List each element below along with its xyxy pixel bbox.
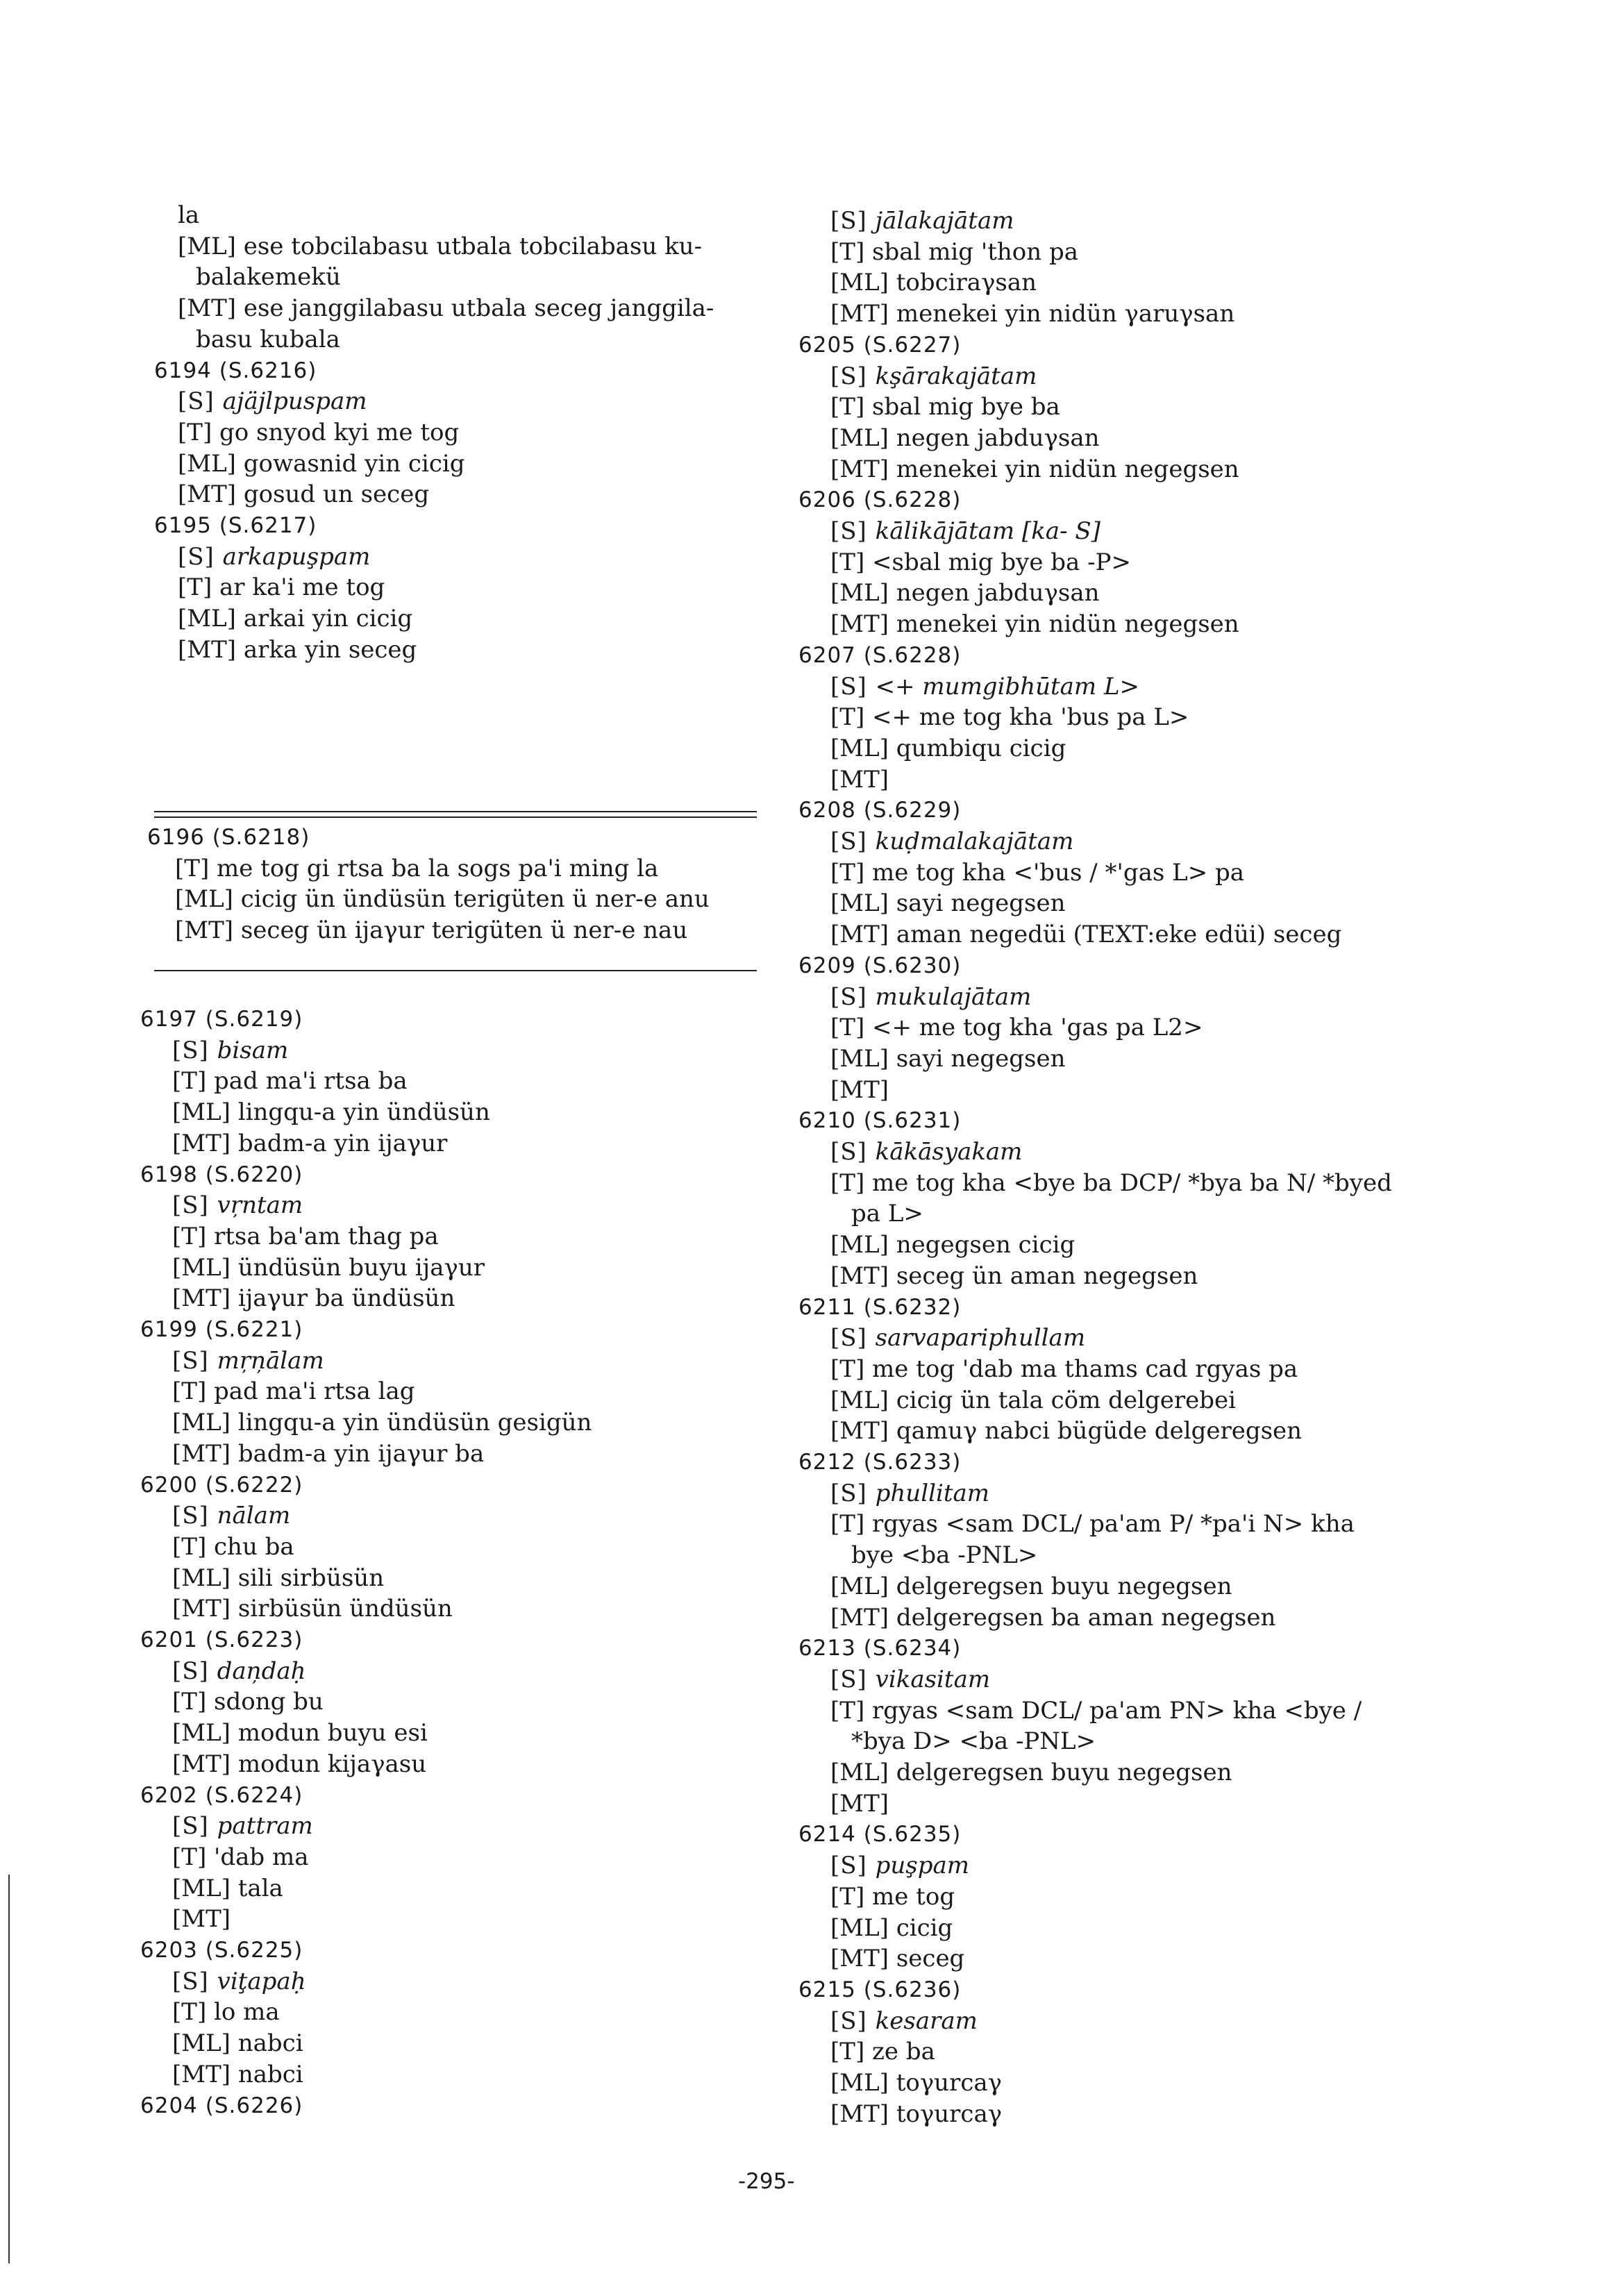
entry-line: [T] me tog gi rtsa ba la sogs pa'i ming la [175,854,659,882]
entry-line: [T] go snyod kyi me tog [178,418,460,446]
entry-line [830,673,1139,701]
entry-tag: [S] [172,1191,217,1220]
sanskrit-term: vikasitam [875,1665,991,1693]
entry-line: [MT] sirbüsün ündüsün [172,1595,453,1623]
entry-number: 6205 (S.6227) [798,332,962,358]
entry-line [172,1191,303,1219]
entry-number: 6215 (S.6236) [798,1977,962,2002]
entry-line: [T] ze ba [830,2038,935,2066]
sanskrit-term: <+ mumgibhūtam L> [875,672,1140,701]
entry-line: [ML] modun buyu esi [172,1719,428,1748]
sanskrit-term: puşpam [875,1852,970,1880]
entry-tag: [S] [830,207,876,235]
entry-number: 6209 (S.6230) [798,953,962,978]
entry-line: basu kubala [196,325,340,353]
entry-number: 6212 (S.6233) [798,1450,962,1475]
entry-line: [T] me tog [830,1882,955,1911]
entry-line [830,1480,989,1507]
entry-number: 6195 (S.6217) [154,513,317,538]
sanskrit-term: sarvapariphullam [875,1324,1086,1352]
entry-tag: [S] [172,1346,217,1375]
entry-line [830,1324,1085,1352]
entry-line: [ML] tobciraγsan [830,269,1037,297]
entry-line: [ML] nabci [172,2029,303,2058]
entry-number: 6200 (S.6222) [140,1472,303,1498]
entry-number: 6211 (S.6232) [798,1294,962,1320]
entry-line: [ML] lingqu-a yin ündüsün gesigün [172,1409,592,1437]
entry-line: [ML] cicig ün tala cöm delgerebei [830,1386,1236,1414]
entry-line [178,543,370,571]
entry-line [830,1666,990,1693]
entry-tag: [S] [172,1036,217,1064]
entry-line: [MT] seceg ün ijaγur terigüten ü ner-e nau [175,916,688,945]
entry-line: [T] me tog kha <'bus / *'gas L> pa [830,858,1245,887]
sanskrit-term: mukulajātam [875,982,1032,1011]
sanskrit-term: phullitam [875,1479,989,1507]
sanskrit-term: mŗņālam [217,1346,324,1375]
entry-line: [ML] cicig ün ündüsün terigüten ü ner-e anu [175,885,710,914]
box-top-rule [154,811,757,812]
entry-line [830,1138,1022,1166]
entry-line: [MT] gosud un seceg [178,480,430,509]
entry-line [830,983,1031,1011]
entry-line: *bya D> <ba -PNL> [851,1727,1096,1756]
entry-line: [MT] seceg [830,1945,965,1973]
entry-line: [T] ar ka'i me tog [178,573,385,602]
entry-tag: [S] [830,1665,876,1693]
entry-line [172,1037,288,1064]
entry-line: [T] me tog kha <bye ba DCP/ *bya ba N/ *byed [830,1168,1392,1197]
entry-line: [ML] tala [172,1874,283,1902]
page-number: -295- [738,2169,795,2194]
entry-tag: [S] [830,517,876,545]
entry-line: [T] rgyas <sam DCL/ pa'am P/ *pa'i N> kha [830,1510,1355,1539]
entry-line [830,517,1100,545]
entry-line: [T] rtsa ba'am thag pa [172,1222,439,1250]
entry-line: [ML] cicig [830,1913,953,1942]
sanskrit-term: kuḍmalakajātam [875,828,1074,855]
entry-line: [MT] arka yin seceg [178,635,417,664]
entry-tag: [S] [830,1324,876,1352]
entry-line: [MT] badm-a yin ijaγur [172,1129,448,1157]
entry-tag: [S] [172,1657,217,1685]
entry-line: [T] <+ me tog kha 'gas pa L2> [830,1014,1203,1042]
entry-line: [MT] aman negedüi (TEXT:eke edüi) seceg [830,921,1342,949]
entry-line: [MT] toγurcaγ [830,2100,1003,2128]
sanskrit-term: viţapaḥ [217,1967,306,1995]
entry-tag: [S] [172,1967,217,1995]
entry-line [172,1968,306,1995]
entry-line: [T] pad ma'i rtsa lag [172,1377,415,1406]
entry-number: 6197 (S.6219) [140,1007,303,1032]
entry-tag: [S] [172,1812,217,1841]
entry-line: [ML] delgeregsen buyu negegsen [830,1759,1232,1786]
entry-line: [T] pad ma'i rtsa ba [172,1067,408,1096]
entry-number: 6202 (S.6224) [140,1782,303,1808]
entry-line: [ML] lingqu-a yin ündüsün [172,1098,490,1127]
entry-line: bye <ba -PNL> [851,1541,1038,1570]
sanskrit-term: kesaram [875,2006,978,2035]
entry-tag: [S] [830,2006,876,2035]
entry-tag: [S] [178,542,223,571]
entry-line: [ML] negegsen cicig [830,1231,1075,1259]
entry-line: [T] <sbal mig bye ba -P> [830,548,1131,576]
page-margin-line [8,1875,10,2263]
entry-tag: [S] [830,1138,876,1166]
sanskrit-term: pattram [217,1812,313,1841]
entry-number: 6199 (S.6221) [140,1317,303,1342]
entry-line: [MT] [830,1075,889,1104]
entry-number: 6204 (S.6226) [140,2093,303,2118]
sanskrit-term: arkapuşpam [222,542,371,571]
sanskrit-term: kşārakajātam [875,362,1037,390]
entry-line: [MT] ese janggilabasu utbala seceg janggila- [178,294,714,323]
entry-number: 6207 (S.6228) [798,642,962,668]
entry-line [178,387,367,415]
entry-line [830,207,1014,235]
entry-line: [ML] sili sirbüsün [172,1564,385,1592]
entry-line: [T] <+ me tog kha 'bus pa L> [830,703,1189,732]
entry-line: [ML] arkai yin cicig [178,605,413,633]
entry-number: 6203 (S.6225) [140,1938,303,1963]
entry-line: [T] lo ma [172,1998,280,2027]
entry-number: 6206 (S.6228) [798,487,962,513]
entry-number: 6198 (S.6220) [140,1162,303,1187]
entry-tag: [S] [172,1502,217,1530]
entry-line: [MT] seceg ün aman negegsen [830,1262,1198,1290]
entry-tag: [S] [830,828,876,855]
entry-line: [ML] ese tobcilabasu utbala tobcilabasu ku- [178,232,703,260]
entry-line: [T] sdong bu [172,1688,324,1716]
sanskrit-term: daņdaḥ [217,1657,306,1685]
entry-line: [ML] toγurcaγ [830,2069,1002,2097]
entry-line [172,1347,324,1375]
entry-line: [MT] menekei yin nidün γaruγsan [830,300,1235,328]
entry-line: [ML] negen jabduγsan [830,424,1100,452]
entry-line: [MT] menekei yin nidün negegsen [830,610,1239,639]
entry-tag: [S] [178,387,223,416]
entry-line: [T] chu ba [172,1532,294,1561]
entry-line: [ML] sayi negegsen [830,1044,1066,1073]
entry-line: [MT] ijaγur ba ündüsün [172,1284,455,1313]
entry-line: [ML] sayi negegsen [830,889,1066,918]
sanskrit-term: nālam [217,1502,291,1530]
entry-line [172,1502,290,1530]
entry-line: [MT] [830,765,889,794]
box-top-rule-2 [154,816,757,818]
entry-line: [T] rgyas <sam DCL/ pa'am PN> kha <bye / [830,1696,1362,1725]
sanskrit-term: kākāsyakam [875,1138,1023,1166]
entry-tag: [S] [830,1852,876,1880]
entry-line: [ML] qumbiqu cicig [830,734,1066,762]
entry-tag: [S] [830,672,876,701]
entry-tag: [S] [830,1479,876,1507]
entry-line: [MT] menekei yin nidün negegsen [830,455,1239,483]
entry-number: 6196 (S.6218) [147,825,310,850]
entry-number: 6208 (S.6229) [798,798,962,823]
entry-line [172,1657,306,1685]
entry-line: [T] sbal mig bye ba [830,393,1060,421]
entry-line: pa L> [851,1200,923,1228]
entry-line: [MT] [830,1789,889,1818]
sanskrit-term: ajäjlpuspam [222,387,367,416]
sanskrit-term: vŗntam [217,1191,303,1220]
entry-line: [T] me tog 'dab ma thams cad rgyas pa [830,1355,1298,1383]
entry-line: [ML] ündüsün buyu ijaγur [172,1253,485,1282]
entry-line [830,2007,978,2035]
sanskrit-term: bisam [217,1036,289,1064]
entry-line: [T] 'dab ma [172,1843,309,1871]
entry-tag: [S] [830,982,876,1011]
entry-line: [MT] badm-a yin ijaγur ba [172,1439,485,1468]
entry-line: [MT] qamuγ nabci bügüde delgeregsen [830,1417,1303,1446]
entry-line [172,1812,313,1840]
entry-line [830,828,1073,855]
entry-line: [T] sbal mig 'thon pa [830,237,1078,266]
sanskrit-term: kālikājātam [ka- S] [875,517,1100,545]
entry-line [830,1852,969,1879]
entry-line: [ML] negen jabduγsan [830,579,1100,607]
sanskrit-term: jālakajātam [875,207,1014,235]
entry-number: 6213 (S.6234) [798,1636,962,1661]
entry-line: [MT] nabci [172,2060,303,2088]
entry-line: [MT] [172,1905,231,1934]
entry-line: la [178,201,200,229]
entry-line: [ML] gowasnid yin cicig [178,449,465,478]
entry-number: 6194 (S.6216) [154,358,317,383]
entry-tag: [S] [830,362,876,390]
box-bottom-rule [154,970,757,971]
entry-number: 6214 (S.6235) [798,1822,962,1847]
entry-number: 6201 (S.6223) [140,1627,303,1652]
entry-line: [MT] modun kijaγasu [172,1750,427,1778]
entry-line: [MT] delgeregsen ba aman negegsen [830,1603,1276,1632]
entry-line [830,362,1037,390]
entry-line: [ML] delgeregsen buyu negegsen [830,1572,1232,1600]
entry-number: 6210 (S.6231) [798,1108,962,1134]
entry-line: balakemekü [196,263,341,292]
